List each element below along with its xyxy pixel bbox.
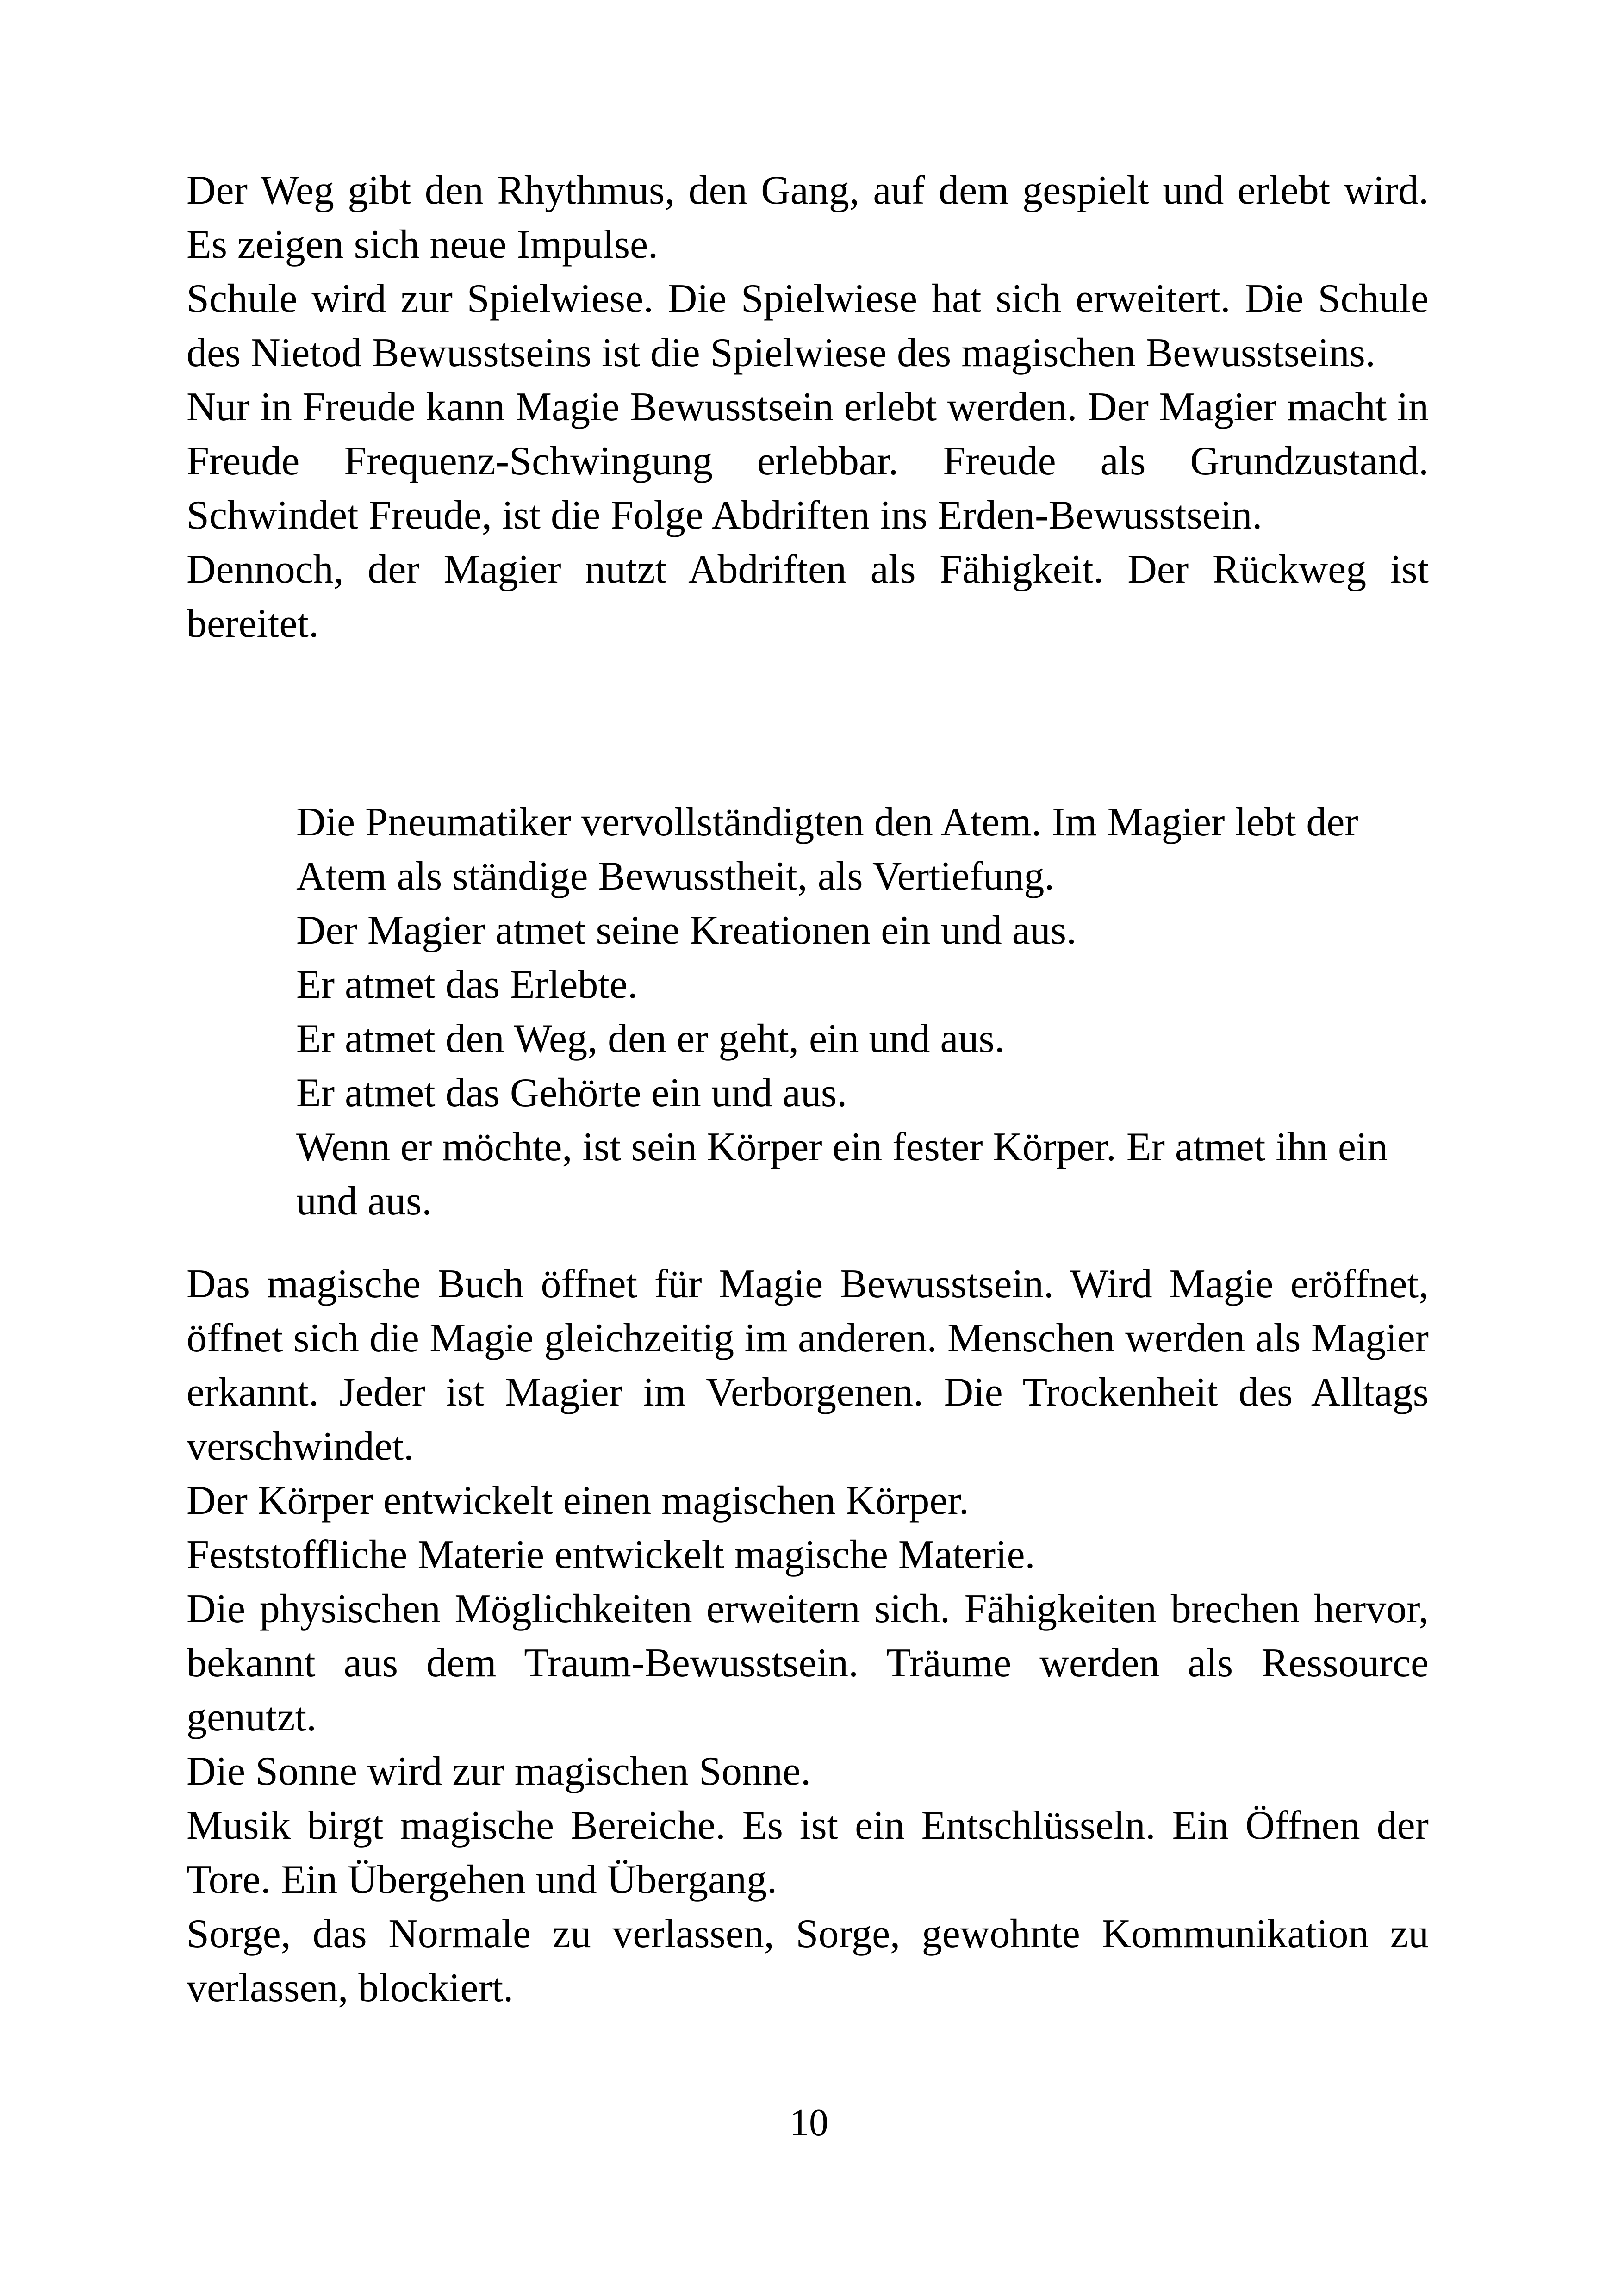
paragraph: Die physischen Möglichkeiten erweitern sich. Fähigkeiten brechen hervor, bekannt aus dem Traum-Bewusstsein. Träume werden als Ressource genutzt. [187,1587,1429,1740]
paragraph: Nur in Freude kann Magie Bewusstsein erlebt werden. Der Magier macht in Freude Frequenz-Schwingung erlebbar. Freude als Grundzustand. Schwindet Freude, ist die Folge Abdriften ins Erden-Bewusstsein. [187,385,1429,538]
text-block-intro [187,163,1429,651]
paragraph: Musik birgt magische Bereiche. Es ist ein Entschlüsseln. Ein Öffnen der Tore. Ein Übergehen und Übergang. [187,1803,1429,1902]
paragraph: Er atmet das Gehörte ein und aus. [296,1070,847,1115]
paragraph: Schule wird zur Spielwiese. Die Spielwiese hat sich erweitert. Die Schule des Nietod Bewusstseins ist die Spielwiese des magischen Bewusstseins. [187,276,1429,375]
paragraph: Der Magier atmet seine Kreationen ein und aus. [296,908,1077,953]
text-block-indented [296,795,1398,1228]
paragraph: Sorge, das Normale zu verlassen, Sorge, gewohnte Kommunikation zu verlassen, blockiert. [187,1911,1429,2010]
paragraph: Der Weg gibt den Rhythmus, den Gang, auf dem gespielt und erlebt wird. Es zeigen sich neue Impulse. [187,168,1429,267]
paragraph: Die Sonne wird zur magischen Sonne. [187,1749,811,1794]
paragraph: Feststoffliche Materie entwickelt magische Materie. [187,1532,1035,1577]
paragraph: Er atmet den Weg, den er geht, ein und aus. [296,1016,1005,1061]
paragraph: Das magische Buch öffnet für Magie Bewusstsein. Wird Magie eröffnet, öffnet sich die Magie gleichzeitig im anderen. Menschen werden als Magier erkannt. Jeder ist Magier im Verborgenen. Die Trockenheit des Alltags verschwindet. [187,1262,1429,1469]
paragraph: Er atmet das Erlebte. [296,962,638,1007]
text-block-closing [187,1257,1429,2015]
page-number: 10 [790,2101,828,2144]
paragraph: Wenn er möchte, ist sein Körper ein fester Körper. Er atmet ihn ein und aus. [296,1125,1388,1224]
paragraph: Die Pneumatiker vervollständigten den Atem. Im Magier lebt der Atem als ständige Bewusstheit, als Vertiefung. [296,800,1358,899]
paragraph: Dennoch, der Magier nutzt Abdriften als Fähigkeit. Der Rückweg ist bereitet. [187,547,1429,646]
paragraph: Der Körper entwickelt einen magischen Körper. [187,1478,969,1523]
